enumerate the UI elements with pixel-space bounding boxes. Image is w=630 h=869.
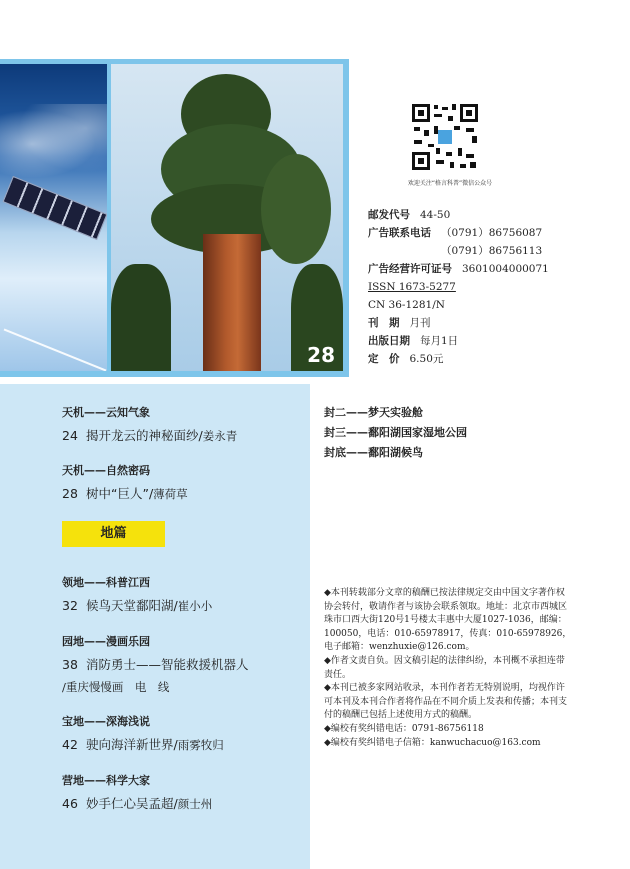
note-paragraph: ◆编校有奖纠错电子信箱：kanwuchacuo@163.com: [324, 737, 541, 748]
clouds: [0, 104, 107, 184]
cover-list: [324, 403, 467, 463]
toc-category: 天机——自然密码: [62, 464, 150, 477]
toc-section: [62, 462, 188, 502]
pub-date-row: 出版日期 每月1日: [368, 335, 459, 347]
ad-license-row: 广告经营许可证号 3601004000071: [368, 263, 549, 275]
cn-number: CN 36-1281/N: [368, 299, 445, 311]
cover-item[interactable]: 封三——鄱阳湖国家湿地公园: [324, 426, 467, 439]
contrail: [4, 328, 107, 371]
note-paragraph: ◆本刊已被多家网站收录，本刊作者若无特别说明，均视作许可本刊及本刊合作者将作品在不同介质上发表和传播；本刊支付的稿酬已包括上述使用方式的稿酬。: [324, 683, 568, 721]
toc-category: 天机——云知气象: [62, 406, 150, 419]
cover-item[interactable]: 封底——鄱阳湖候鸟: [324, 446, 423, 459]
toc-category: 领地——科普江西: [62, 576, 150, 589]
toc-category: 营地——科学大家: [62, 774, 150, 787]
toc-category: 园地——漫画乐园: [62, 635, 150, 648]
section-label-di-pian: 地篇: [62, 521, 165, 547]
toc-entry-author: /重庆慢慢画 电 线: [62, 680, 170, 694]
publication-info: [368, 206, 549, 368]
tree-trunk: [203, 234, 261, 371]
issn: ISSN 1673-5277: [368, 281, 456, 293]
toc-entry[interactable]: 42 驶向海洋新世界/雨雾牧归: [62, 737, 224, 752]
qr-code[interactable]: [410, 102, 480, 172]
toc-section: [62, 633, 249, 695]
solar-panel: [2, 176, 107, 240]
note-paragraph: ◆本刊转载部分文章的稿酬已按法律规定交由中国文字著作权协会转付，敬请作者与该协会联系领取。地址：北京市西城区珠市口西大街120号1号楼太丰惠中大厦1027-1036，邮编：100050，电话：010-65978917，传真：010-65978926，电子邮箱：wenzhuxie@126.com。: [324, 588, 572, 653]
postal-code-row: 邮发代号 44-50: [368, 209, 451, 221]
toc-entry[interactable]: 28 树中“巨人”/薄荷草: [62, 486, 188, 501]
qr-caption: 欢迎关注“格言科普”微信公众号: [407, 180, 493, 187]
cover-item[interactable]: 封二——梦天实验舱: [324, 406, 423, 419]
toc-entry[interactable]: 32 候鸟天堂鄱阳湖/崔小小: [62, 598, 213, 613]
toc-section: [62, 404, 237, 444]
toc-category: 宝地——深海浅说: [62, 715, 150, 728]
toc-section: [62, 772, 212, 812]
toc-entry[interactable]: 38 消防勇士——智能救援机器人: [62, 657, 249, 672]
note-paragraph: ◆编校有奖纠错电话：0791-86756118: [324, 723, 484, 734]
toc-section: [62, 713, 224, 753]
note-paragraph: ◆作者文责自负。因文稿引起的法律纠纷，本刊概不承担连带责任。: [324, 655, 565, 680]
satellite-sky-photo: [0, 64, 107, 371]
issue-number: 28: [307, 343, 335, 367]
toc-entry[interactable]: 46 妙手仁心吴孟超/颜士州: [62, 796, 213, 811]
price-row: 定 价 6.50元: [368, 353, 444, 365]
copyright-notes: [324, 587, 572, 750]
toc-section: [62, 574, 212, 614]
ad-phone-row: 广告联系电话 （0791）86756087: [368, 227, 543, 239]
ad-phone-row-2: （0791）86756113: [441, 245, 543, 257]
frequency-row: 刊 期 月刊: [368, 317, 431, 329]
giant-tree-photo: [111, 64, 343, 371]
toc-entry[interactable]: 24 揭开龙云的神秘面纱/姜永青: [62, 428, 238, 443]
